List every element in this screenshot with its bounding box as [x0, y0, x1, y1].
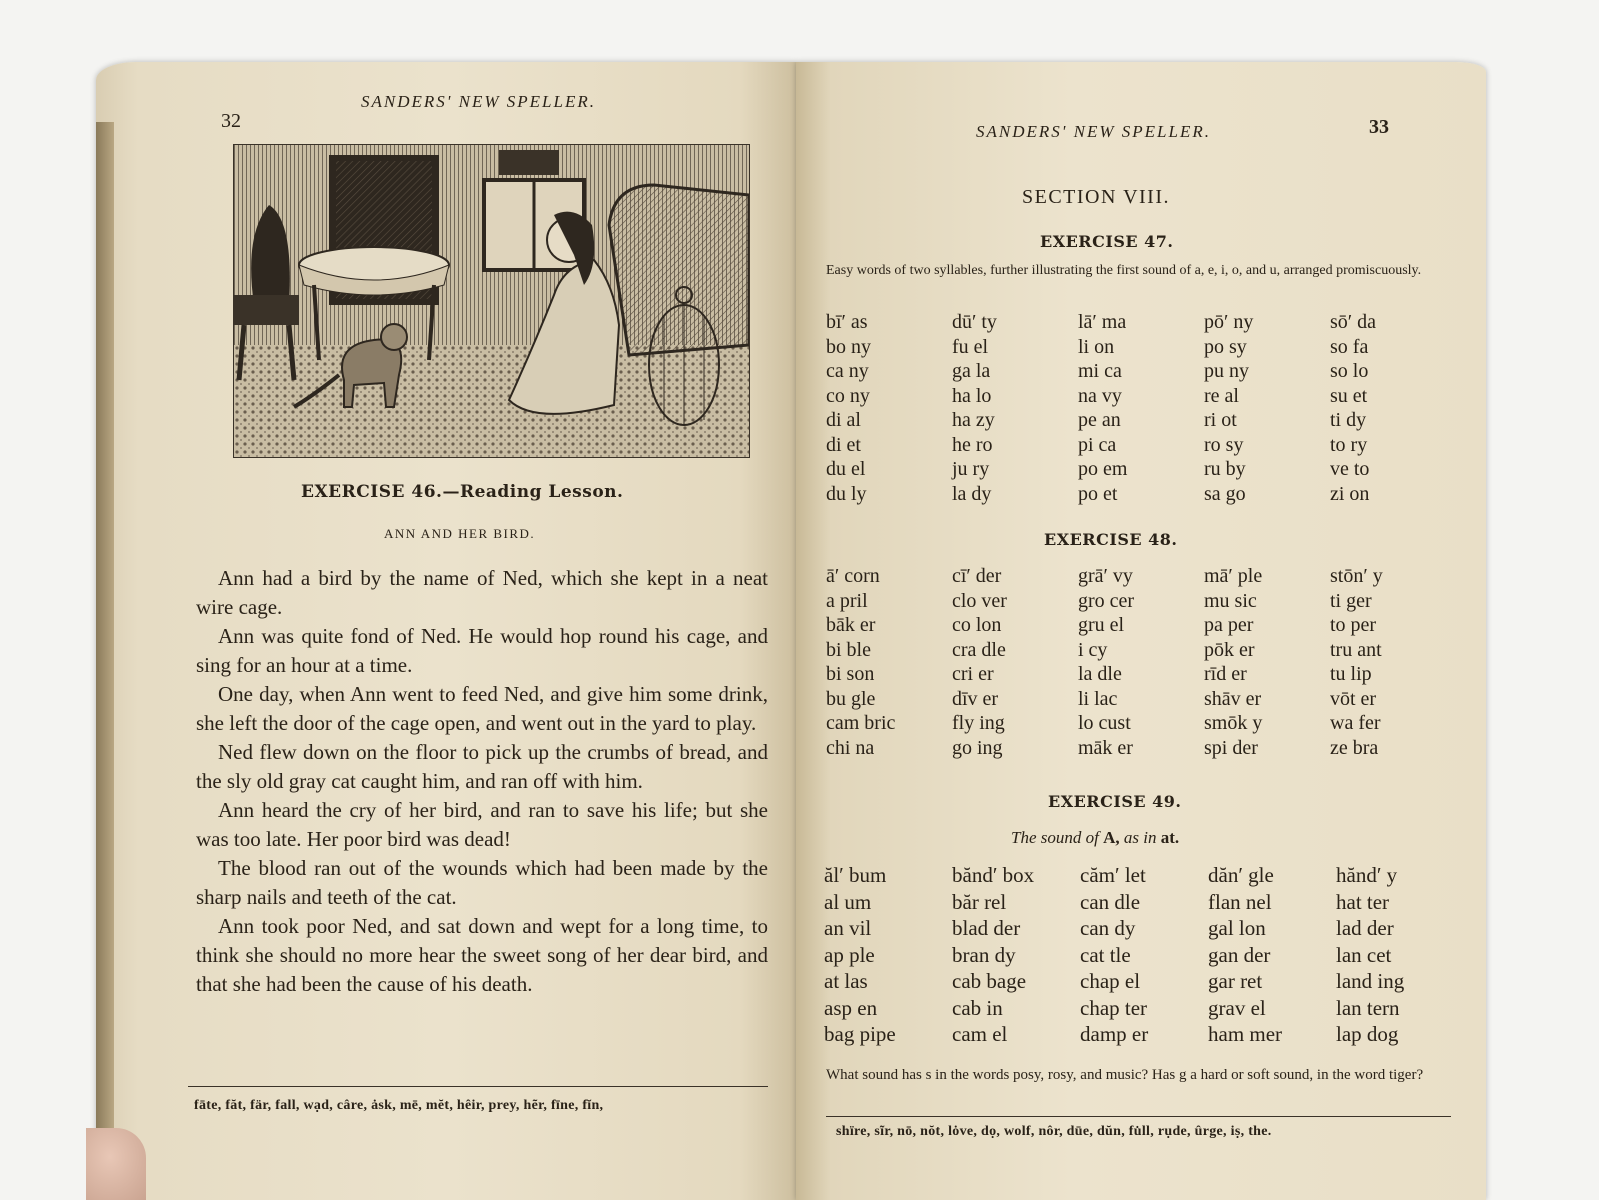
- word: co ny: [826, 384, 870, 407]
- story-paragraph: Ann took poor Ned, and sat down and wept for a long time, to think she should no more hear the sweet song of her dear bird, and that she had been the cause of his death.: [196, 914, 768, 996]
- word: damp er: [1080, 1022, 1149, 1046]
- word-column: [952, 310, 1078, 506]
- word: al um: [824, 889, 872, 914]
- word-column: [952, 862, 1080, 1048]
- word: tru ant: [1330, 638, 1382, 661]
- word: ro sy: [1204, 433, 1244, 456]
- story-paragraph: Ned flew down on the floor to pick up the crumbs of bread, and the sly old gray cat caught him, and ran off with him.: [196, 740, 768, 793]
- word: grā′ vy: [1078, 565, 1133, 587]
- exercise-49-word-table: [824, 862, 1464, 1048]
- word: to per: [1330, 614, 1377, 636]
- word: la dy: [952, 482, 992, 505]
- word: cī′ der: [952, 565, 1002, 587]
- word: chap ter: [1080, 995, 1148, 1020]
- exercise-47-instructions: Easy words of two syllables, further illustrating the first sound of a, e, i, o, and u, arranged promiscuously.: [826, 263, 1422, 278]
- word: ap ple: [824, 942, 875, 967]
- exercise-46-title: EXERCISE 46.—Reading Lesson.: [301, 482, 624, 502]
- word: sa go: [1204, 482, 1246, 505]
- right-page: [796, 62, 1486, 1200]
- running-header-left: SANDERS' NEW SPELLER.: [361, 92, 596, 111]
- word: mi ca: [1078, 360, 1122, 382]
- pronunciation-key-left: fāte, făt, fär, fall, wạd, câre, ȧsk, mē, mĕt, hêir, prey, hẽr, fīne, fĭn,: [194, 1098, 604, 1113]
- word: flan nel: [1208, 889, 1272, 914]
- word: bī′ as: [826, 311, 868, 333]
- word: māk er: [1078, 736, 1133, 759]
- word: land ing: [1336, 969, 1405, 993]
- sound-mid: as in: [1123, 828, 1157, 847]
- sound-letter: A,: [1103, 828, 1120, 847]
- word: li lac: [1078, 687, 1118, 710]
- story-paragraph: Ann was quite fond of Ned. He would hop round his cage, and sing for an hour at a time.: [196, 624, 768, 677]
- word: cam el: [952, 1022, 1008, 1046]
- word: asp en: [824, 995, 878, 1020]
- word: sō′ da: [1330, 311, 1377, 333]
- word-column: [1078, 564, 1204, 760]
- word: go ing: [952, 736, 1003, 759]
- word: an vil: [824, 916, 872, 940]
- word: spi der: [1204, 736, 1258, 759]
- word: vōt er: [1330, 687, 1377, 710]
- word: smōk y: [1204, 712, 1263, 734]
- word: cam bric: [826, 712, 896, 734]
- word: di al: [826, 409, 861, 431]
- page-number-right: 33: [1369, 116, 1389, 138]
- word: re al: [1204, 384, 1239, 407]
- left-page: [96, 62, 796, 1200]
- word: tu lip: [1330, 663, 1372, 685]
- word: ju ry: [952, 458, 990, 480]
- story-paragraph: The blood ran out of the wounds which had been made by the sharp nails and teeth of the cat.: [196, 856, 768, 909]
- exercise-49-sound-line: [1011, 828, 1179, 848]
- word: pe an: [1078, 409, 1121, 431]
- word: gro cer: [1078, 589, 1135, 612]
- book-spine-edge: [96, 122, 114, 1200]
- word: du el: [826, 458, 866, 480]
- word-column: [1204, 310, 1330, 506]
- word-column: [1330, 310, 1456, 506]
- word: rīd er: [1204, 663, 1247, 685]
- word: dăn′ gle: [1208, 863, 1274, 887]
- word: hat ter: [1336, 889, 1390, 914]
- pronunciation-key-right: shïre, sĩr, nō, nŏt, lȯve, dọ, wolf, nôr, dūe, dŭn, fu̇ll, rụde, ûrge, iṣ, the.: [836, 1124, 1272, 1139]
- word: gal lon: [1208, 916, 1266, 940]
- word: ham mer: [1208, 1022, 1283, 1046]
- word: so fa: [1330, 335, 1369, 358]
- exercise-47-title: EXERCISE 47.: [1040, 232, 1174, 251]
- word: pō′ ny: [1204, 311, 1254, 333]
- word: cra dle: [952, 638, 1006, 661]
- word: wa fer: [1330, 712, 1381, 734]
- word: su et: [1330, 384, 1368, 407]
- exercise-48-word-table: [826, 564, 1456, 760]
- word: co lon: [952, 614, 1002, 636]
- word-column: [952, 564, 1078, 760]
- lesson-subtitle: ANN AND HER BIRD.: [384, 526, 536, 541]
- word: pōk er: [1204, 638, 1255, 661]
- thumb: [86, 1128, 146, 1200]
- word: chi na: [826, 736, 875, 759]
- page-number-left: 32: [221, 110, 241, 132]
- word: pi ca: [1078, 433, 1117, 456]
- word: cab bage: [952, 969, 1027, 993]
- section-heading: SECTION VIII.: [1022, 186, 1171, 208]
- word: ăl′ bum: [824, 863, 887, 887]
- word: pu ny: [1204, 360, 1249, 382]
- word-column: [1336, 862, 1464, 1048]
- word: ri ot: [1204, 409, 1237, 431]
- word-column: [1080, 862, 1208, 1048]
- word-column: [1330, 564, 1456, 760]
- word: fly ing: [952, 712, 1005, 734]
- word: ga la: [952, 360, 991, 382]
- word: hănd′ y: [1336, 863, 1398, 887]
- sound-example: at.: [1160, 828, 1180, 847]
- exercise-47-word-table: [826, 310, 1456, 506]
- word: at las: [824, 969, 868, 993]
- word-column: [1078, 310, 1204, 506]
- word: zi on: [1330, 482, 1370, 505]
- word: gar ret: [1208, 969, 1263, 993]
- word: fu el: [952, 335, 989, 358]
- word: po et: [1078, 482, 1118, 505]
- word: lan tern: [1336, 995, 1400, 1020]
- word: lo cust: [1078, 712, 1131, 734]
- word-column: [1204, 564, 1330, 760]
- word: na vy: [1078, 384, 1122, 407]
- word: stōn′ y: [1330, 565, 1383, 587]
- word: bi son: [826, 663, 875, 685]
- word: bag pipe: [824, 1022, 896, 1046]
- word: căm′ let: [1080, 863, 1146, 887]
- word: ca ny: [826, 360, 869, 382]
- word: di et: [826, 433, 861, 456]
- word: bran dy: [952, 942, 1016, 967]
- word: po sy: [1204, 335, 1247, 358]
- word: shāv er: [1204, 687, 1262, 710]
- word: gru el: [1078, 614, 1125, 636]
- exercise-49-title: EXERCISE 49.: [1048, 792, 1182, 811]
- word: po em: [1078, 458, 1128, 480]
- word: băr rel: [952, 889, 1007, 914]
- word: to ry: [1330, 433, 1368, 456]
- word: lad der: [1336, 916, 1394, 940]
- word: bi ble: [826, 638, 871, 661]
- footer-rule-left: [188, 1086, 768, 1087]
- word: cab in: [952, 995, 1003, 1020]
- word: ti dy: [1330, 409, 1367, 431]
- open-book: [96, 62, 1496, 1200]
- word: bāk er: [826, 614, 876, 636]
- word: mā′ ple: [1204, 565, 1263, 587]
- word-column: [826, 310, 952, 506]
- exercise-48-title: EXERCISE 48.: [1044, 530, 1178, 549]
- word: bănd′ box: [952, 863, 1035, 887]
- word: dīv er: [952, 687, 999, 710]
- word: so lo: [1330, 360, 1369, 382]
- word: bu gle: [826, 687, 876, 710]
- word: grav el: [1208, 995, 1266, 1020]
- word-column: [1208, 862, 1336, 1048]
- word: dū′ ty: [952, 311, 997, 333]
- word: ha lo: [952, 384, 992, 407]
- word: li on: [1078, 335, 1115, 358]
- word: du ly: [826, 482, 867, 505]
- engraving-illustration: [233, 144, 750, 458]
- word: lan cet: [1336, 942, 1392, 967]
- sound-prefix: The sound of: [1011, 828, 1099, 847]
- word: chap el: [1080, 969, 1141, 993]
- word: ze bra: [1330, 736, 1379, 759]
- word: bo ny: [826, 335, 871, 358]
- word: lap dog: [1336, 1022, 1399, 1046]
- word: i cy: [1078, 638, 1108, 661]
- word: ti ger: [1330, 589, 1372, 612]
- word: lā′ ma: [1078, 311, 1127, 333]
- word-column: [824, 862, 952, 1048]
- exercise-question: What sound has s in the words posy, rosy, and music? Has g a hard or soft sound, in the word tiger?: [826, 1067, 1424, 1083]
- word: mu sic: [1204, 589, 1257, 612]
- word: la dle: [1078, 663, 1122, 685]
- word: ā′ corn: [826, 565, 880, 587]
- word: gan der: [1208, 942, 1271, 967]
- word: can dy: [1080, 916, 1136, 940]
- word: clo ver: [952, 589, 1007, 612]
- story-paragraph: Ann had a bird by the name of Ned, which she kept in a neat wire cage.: [196, 566, 768, 619]
- word: ha zy: [952, 409, 995, 431]
- story-paragraph: One day, when Ann went to feed Ned, and give him some drink, she left the door of the cage open, and went out in the yard to play.: [196, 682, 768, 735]
- story-paragraph: Ann heard the cry of her bird, and ran to save his life; but she was too late. Her poor bird was dead!: [196, 798, 768, 851]
- word: cri er: [952, 663, 994, 685]
- word: can dle: [1080, 889, 1141, 914]
- word-column: [826, 564, 952, 760]
- footer-rule-right: [826, 1116, 1451, 1117]
- word: cat tle: [1080, 942, 1131, 967]
- word: a pril: [826, 589, 868, 612]
- word: pa per: [1204, 614, 1254, 636]
- word: ru by: [1204, 458, 1246, 480]
- reading-lesson-text: [196, 564, 768, 999]
- word: blad der: [952, 916, 1021, 940]
- word: he ro: [952, 433, 993, 456]
- word: ve to: [1330, 458, 1370, 480]
- running-header-right: SANDERS' NEW SPELLER.: [976, 122, 1211, 141]
